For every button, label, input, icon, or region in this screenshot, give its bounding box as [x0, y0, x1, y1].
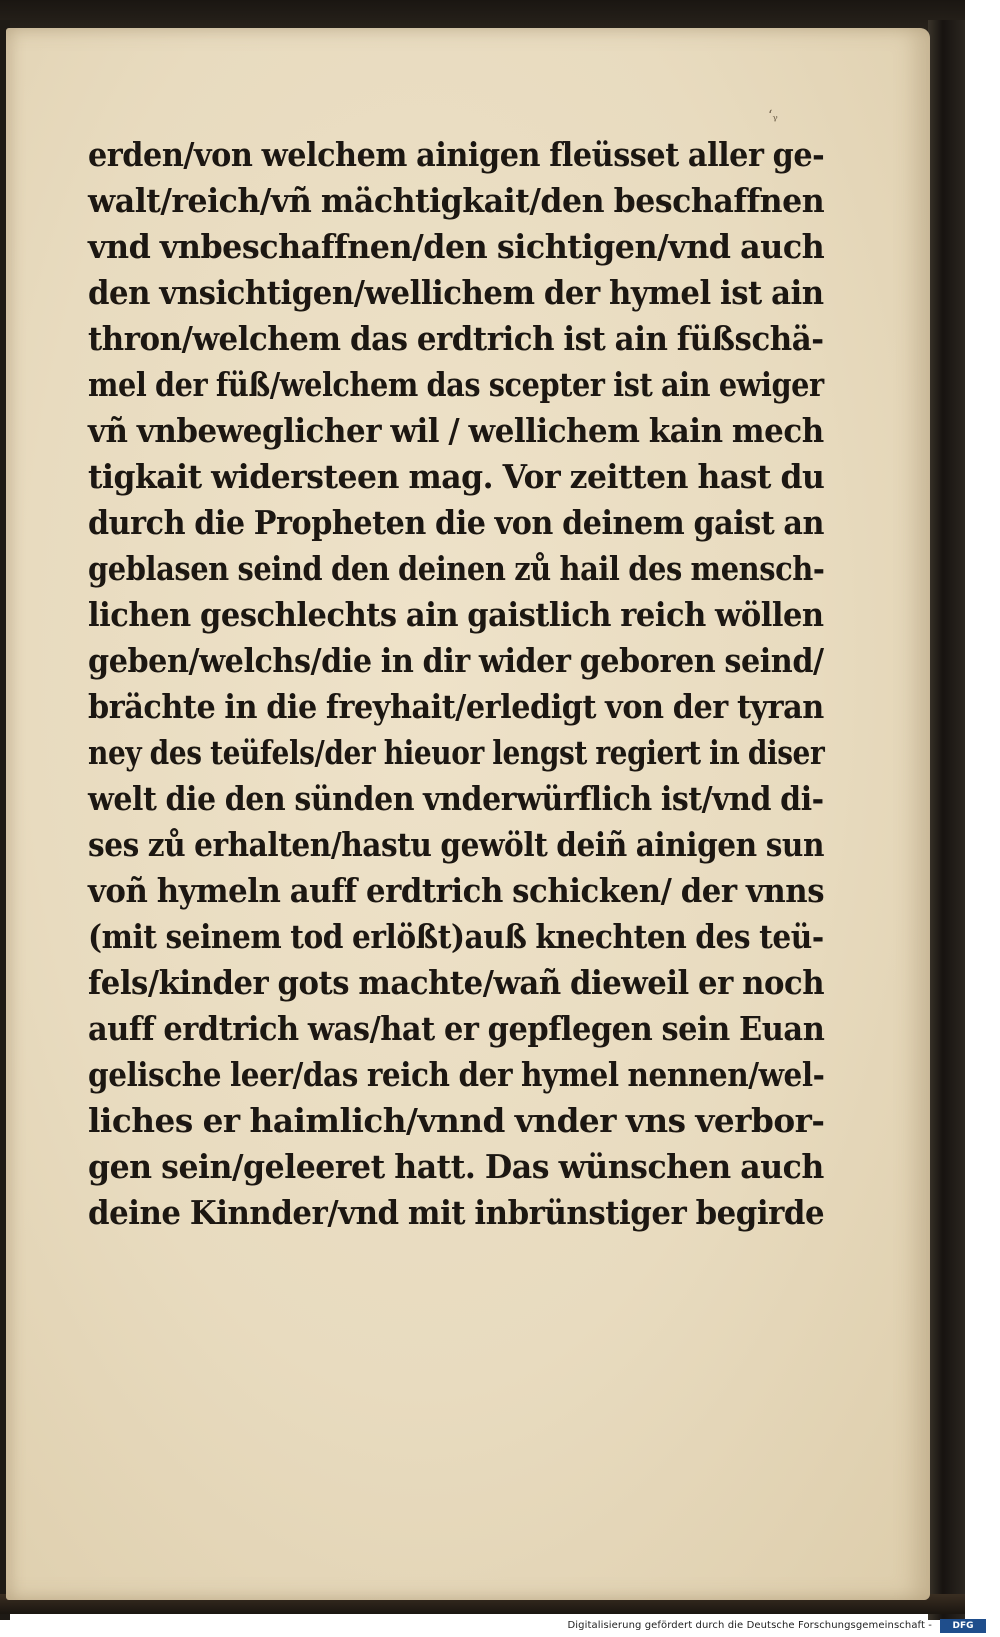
text-line: welt die den sünden vnderwürflich ist/vnd di-: [88, 779, 824, 818]
text-line: ney des teüfels/der hieuor lengst regiert in diser: [88, 733, 825, 772]
text-line: gen sein/geleeret hatt. Das wünschen auch: [88, 1147, 824, 1186]
text-line: brächte in die freyhait/erledigt von der tyran: [88, 687, 824, 726]
text-line: geben/welchs/die in dir wider geboren seind/: [88, 641, 824, 680]
text-line: gelische leer/das reich der hymel nennen/wel-: [88, 1055, 825, 1094]
text-line: vnd vnbeschaffnen/den sichtigen/vnd auch: [88, 227, 825, 266]
text-line: liches er haimlich/vnnd vnder vns verbor-: [88, 1101, 825, 1140]
text-line: walt/reich/vñ mächtigkait/den beschaffnen: [88, 181, 825, 220]
text-line: tigkait widersteen mag. Vor zeitten hast du: [88, 457, 825, 496]
text-line: vñ vnbeweglicher wil / wellichem kain mech: [88, 411, 824, 450]
text-line: den vnsichtigen/wellichem der hymel ist ain: [88, 273, 824, 312]
digitization-credit: Digitalisierung gefördert durch die Deutsche Forschungsgemeinschaft -: [567, 1620, 932, 1631]
page-mark: ʻᵧ: [768, 108, 778, 124]
text-line: (mit seinem tod erlößt)auß knechten des teü-: [88, 917, 824, 956]
book-page: [6, 28, 930, 1600]
text-line: geblasen seind den deinen zů hail des mensch-: [88, 549, 825, 588]
page-text: [88, 132, 824, 1236]
text-line: fels/kinder gots machte/wañ dieweil er noch: [88, 963, 825, 1002]
text-line: ses zů erhalten/hastu gewölt deiñ ainigen sun: [88, 825, 825, 864]
text-line: thron/welchem das erdtrich ist ain füßschä-: [88, 319, 824, 358]
text-line: mel der füß/welchem das scepter ist ain ewiger: [88, 365, 824, 404]
text-line: voñ hymeln auff erdtrich schicken/ der vnns: [88, 871, 825, 910]
text-line: durch die Propheten die von deinem gaist an: [88, 503, 825, 542]
text-line: auff erdtrich was/hat er gepflegen sein Euan: [88, 1009, 825, 1048]
dfg-logo: DFG: [940, 1619, 986, 1633]
text-line: deine Kinnder/vnd mit inbrünstiger begirde: [88, 1193, 825, 1232]
text-line: erden/von welchem ainigen fleüsset aller ge-: [88, 135, 825, 174]
text-line: lichen geschlechts ain gaistlich reich wöllen: [88, 595, 824, 634]
book-edge-right: [928, 20, 965, 1620]
